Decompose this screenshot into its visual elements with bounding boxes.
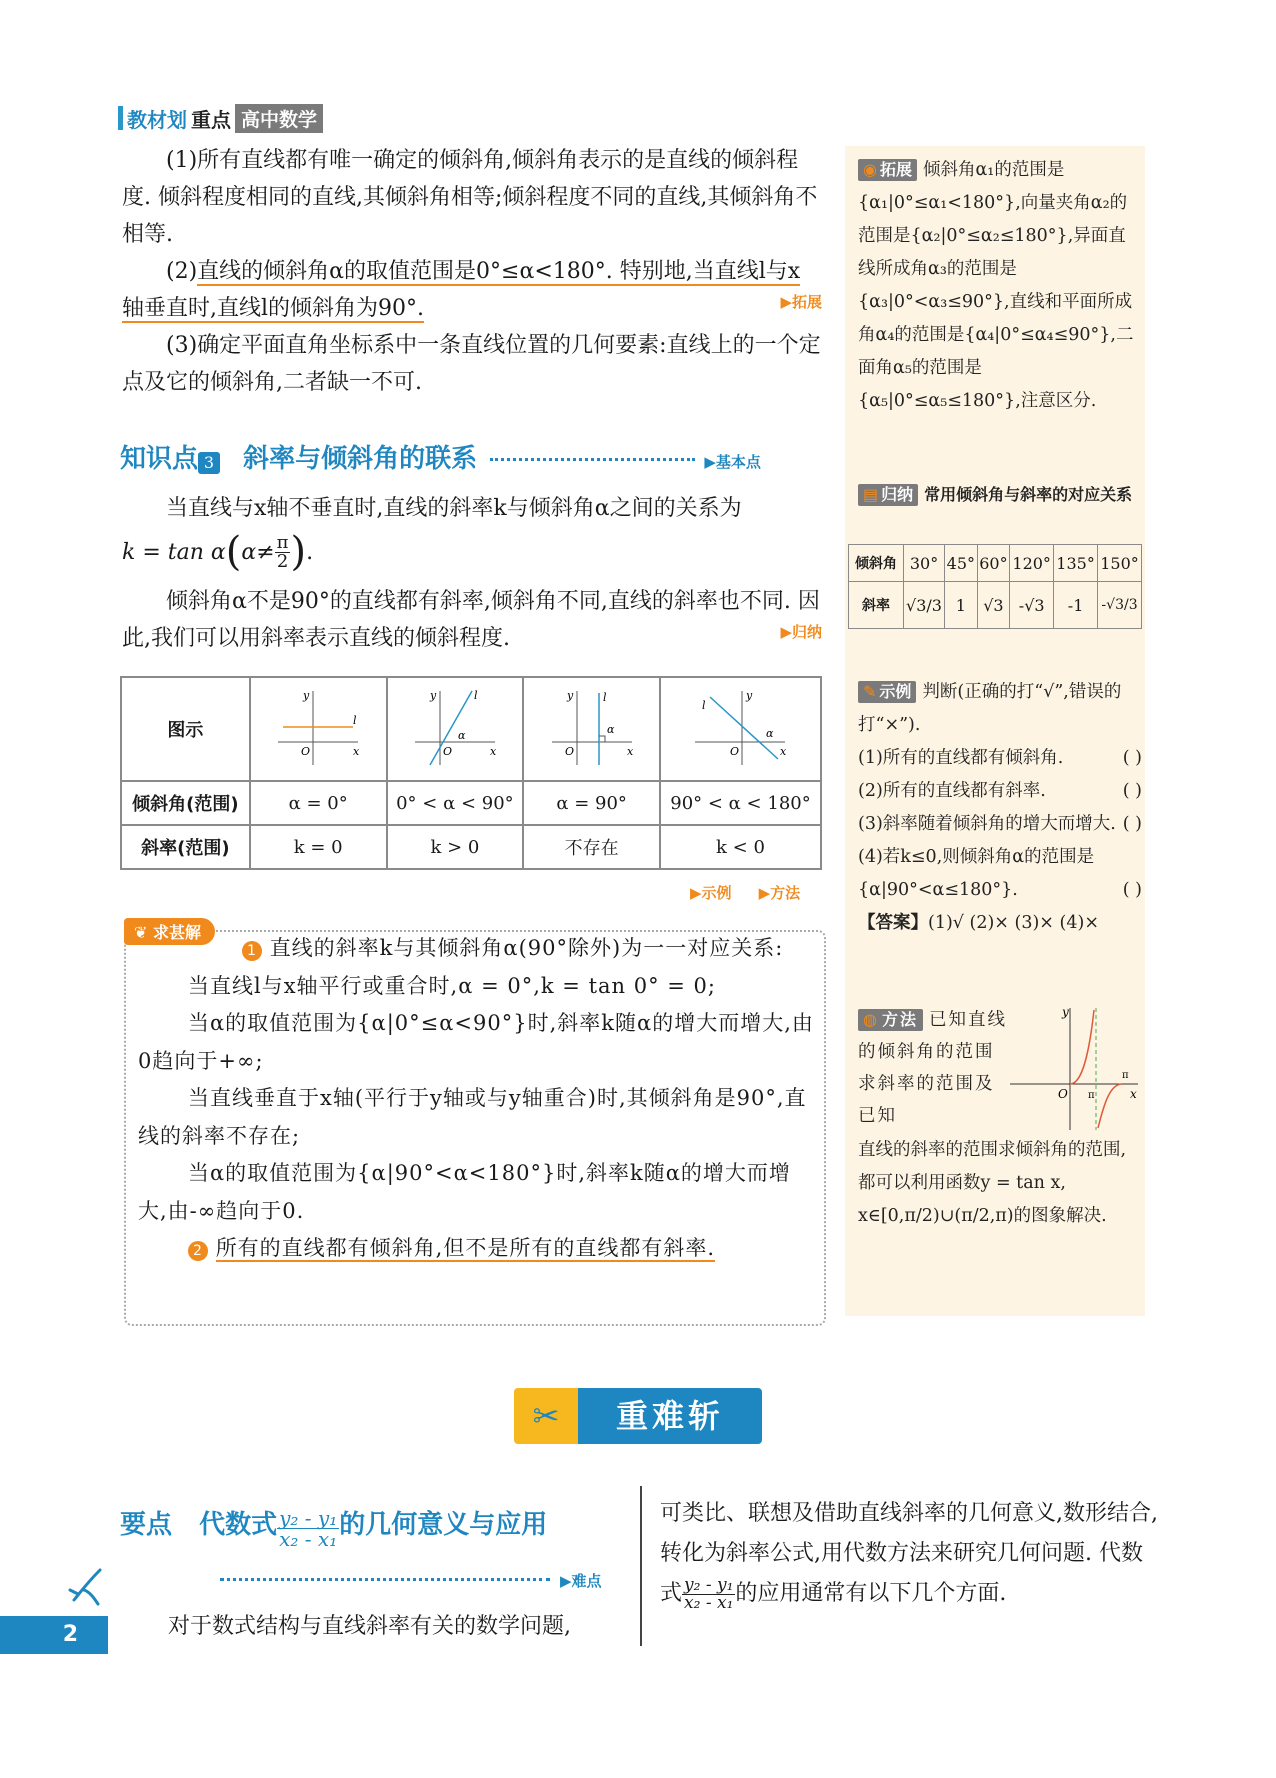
small-angle-cell: 135° (1054, 545, 1098, 582)
tan-x: x (1130, 1087, 1137, 1101)
keypoint-title-post: 的几何意义与应用 (339, 1510, 548, 1540)
angle-row (121, 781, 821, 825)
tan-origin: O (1058, 1087, 1068, 1101)
knowledge-p2-text: 倾斜角α不是90°的直线都有斜率,倾斜角不同,直线的斜率也不同. 因此,我们可以用斜率表示直线的倾斜程度. (122, 589, 820, 651)
keypoint-title-pre: 代数式 (199, 1510, 278, 1540)
answer-blank: ( ) (1122, 781, 1142, 801)
common-angle-table (848, 544, 1142, 629)
explain-line-3: 当α的取值范围为{α|0°≤α<90°}时,斜率k随α的增大而增大,由0趋向于+∞; (138, 1011, 814, 1073)
axis-y-label: y (566, 688, 573, 702)
example-note (858, 676, 1142, 940)
axis-x-label: x (353, 744, 360, 758)
header-slope: 斜率(范围) (121, 825, 250, 869)
angle-cell: 90° < α < 180° (660, 781, 821, 825)
answer-blank: ( ) (1122, 880, 1142, 900)
brand-highlight: 重点 (191, 107, 231, 132)
inline-den: x₂ - x₁ (684, 1592, 734, 1613)
example-item-text: (3)斜率随着倾斜角的增大而增大. (858, 814, 1116, 834)
formula-paren-open: ( (225, 528, 242, 575)
formula-left: k = tan α (122, 539, 226, 565)
paragraph-3: (3)确定平面直角坐标系中一条直线位置的几何要素:直线上的一个定点及它的倾斜角,二者缺一不可. (122, 333, 821, 395)
example-item-text: (1)所有的直线都有倾斜角. (858, 748, 1064, 768)
small-angle-cell: 150° (1098, 545, 1142, 582)
slope-angle-table (120, 676, 822, 870)
angle-cell: α = 90° (523, 781, 660, 825)
keypoint-frac (277, 1508, 339, 1549)
example-item (858, 808, 1142, 841)
expand-label (858, 159, 917, 181)
header (118, 104, 323, 132)
diagram-horizontal (273, 687, 363, 767)
diagram-3 (660, 677, 821, 781)
formula-paren-close: ) (290, 528, 307, 575)
line-label: l (353, 713, 357, 727)
knowledge-prefix: 知识点 (120, 444, 199, 474)
small-angle-row (849, 545, 1142, 582)
keypoint-num: y₂ - y₁ (279, 1506, 338, 1530)
example-label (858, 681, 916, 703)
pencil-icon: ✎ (863, 682, 877, 701)
diagram-1 (387, 677, 524, 781)
diagram-vertical (547, 687, 637, 767)
answer-label: 【答案】 (858, 913, 928, 933)
small-angle-cell: 60° (977, 545, 1010, 582)
tan-y: y (1062, 1005, 1069, 1019)
section-banner (514, 1388, 762, 1444)
knowledge-title: 斜率与倾斜角的联系 (243, 444, 478, 474)
paragraph-2-num: (2) (166, 259, 198, 284)
method-note-cont (858, 1134, 1140, 1233)
answer-blank: ( ) (1122, 814, 1142, 834)
small-angle-cell: 30° (904, 545, 945, 582)
small-slope-cell: 1 (945, 582, 978, 629)
explain-line-2: 当直线l与x轴平行或重合时,α = 0°,k = tan 0° = 0; (188, 973, 716, 998)
example-label-text: 示例 (879, 682, 912, 701)
explain-line-6 (138, 1230, 814, 1268)
basic-tag[interactable]: ▶基本点 (704, 453, 761, 471)
tan-pi: π (1122, 1070, 1129, 1081)
example-item (858, 841, 1142, 907)
expand-text: 倾斜角α₁的范围是{α₁|0°≤α₁<180°},向量夹角α₂的范围是{α₂|0°≤α₂≤180°},异面直线所成角α₃的范围是{α₃|0°<α₃≤90°},直线和平面所成角α₄的范围是{α₄|0°≤α₄≤90°},二面角α₅的范围是{α₅|0°≤α₅≤180°},注意区分. (858, 160, 1134, 411)
expand-tag[interactable]: ▶拓展 (780, 293, 822, 311)
knowledge-formula: k = tan α ( α≠ $\frac{\pi}{2}$ ) . (122, 528, 314, 575)
diagram-acute (410, 687, 500, 767)
keypoint-right-2: 的应用通常有以下几个方面. (735, 1581, 1007, 1606)
small-header-angle: 倾斜角 (849, 545, 904, 582)
slope-row (121, 825, 821, 869)
axis-x-label: x (626, 744, 633, 758)
example-item-text: (2)所有的直线都有斜率. (858, 781, 1046, 801)
number-badge-2: 2 (188, 1241, 208, 1261)
brand-name: 教材划 (127, 107, 187, 132)
small-slope-cell: -√3/3 (1098, 582, 1142, 629)
alpha-label: α (766, 726, 774, 740)
line-label: l (473, 688, 478, 702)
method-label (858, 1009, 923, 1031)
page-number: 2 (0, 1616, 108, 1654)
header-bar (118, 106, 123, 130)
knowledge-heading (120, 438, 820, 475)
subject-label: 高中数学 (235, 104, 323, 133)
small-angle-cell: 45° (945, 545, 978, 582)
angle-cell: 0° < α < 90° (387, 781, 524, 825)
axis-y-label: y (303, 688, 310, 702)
example-question (858, 676, 1142, 742)
small-angle-cell: 120° (1010, 545, 1054, 582)
axis-y-label: y (746, 688, 753, 702)
example-q-text: 判断(正确的打“√”,错误的打“×”). (858, 682, 1122, 735)
axis-x-label: x (780, 744, 787, 758)
formula-pi: π (276, 531, 289, 553)
table-tags (690, 882, 800, 903)
tan-graph (1010, 1004, 1140, 1132)
small-slope-cell: √3 (977, 582, 1010, 629)
book-icon: ▤ (863, 485, 879, 504)
inline-num: y₂ - y₁ (684, 1574, 734, 1595)
diagram-0 (250, 677, 387, 781)
explain-line-5: 当α的取值范围为{α|90°<α<180°}时,斜率k随α的增大而增大,由-∞趋向于0. (138, 1161, 791, 1223)
explanation-label-text: 求甚解 (152, 923, 201, 942)
summary-label-text: 归纳 (881, 485, 914, 504)
method-text-2: 直线的斜率的范围求倾斜角的范围,都可以利用函数y = tan x, (858, 1140, 1127, 1193)
keypoint-heading (120, 1504, 620, 1549)
formula-frac (275, 531, 291, 572)
knowledge-number: 3 (198, 452, 220, 474)
alpha-label: α (457, 728, 466, 742)
origin-label: O (301, 744, 311, 758)
alpha-label: α (606, 722, 615, 736)
number-badge-1: 1 (242, 941, 262, 961)
angle-cell: α = 0° (250, 781, 387, 825)
small-slope-cell: √3/3 (904, 582, 945, 629)
line-label: l (702, 698, 707, 712)
answer-text: (1)√ (2)× (3)× (4)× (928, 913, 1099, 933)
small-slope-cell: -√3 (1010, 582, 1054, 629)
line-label: l (602, 690, 607, 704)
answer-blank: ( ) (1122, 748, 1142, 768)
explain-line-4: 当直线垂直于x轴(平行于y轴或与y轴重合)时,其倾斜角是90°,直线的斜率不存在; (138, 1086, 807, 1148)
slope-cell: k > 0 (387, 825, 524, 869)
example-item-text: (4)若k≤0,则倾斜角α的范围是{α|90°<α≤180°}. (858, 847, 1095, 900)
tools-icon: ✂ (514, 1388, 578, 1444)
origin-label: O (442, 744, 452, 758)
origin-label: O (730, 744, 740, 758)
method-text-1: 已知直线的倾斜角的范围求斜率的范围及已知 (858, 1010, 1007, 1126)
example-item (858, 742, 1142, 775)
paragraph-1: (1)所有直线都有唯一确定的倾斜角,倾斜角表示的是直线的倾斜程度. 倾斜程度相同的直线,其倾斜角相等;倾斜程度不同的直线,其倾斜角不相等. (122, 148, 818, 247)
paragraph-2-highlight: 直线的倾斜角α的取值范围是0°≤α<180°. 特别地,当直线l与x轴垂直时,直线l的倾斜角为90°. (122, 259, 801, 321)
slope-cell: 不存在 (523, 825, 660, 869)
explanation-text (138, 930, 814, 1268)
summary-note (858, 478, 1140, 512)
chat-icon: ◍ (863, 1010, 879, 1029)
answer-line (858, 907, 1142, 940)
paragraph-2 (122, 253, 822, 327)
column-divider (640, 1486, 642, 1646)
slope-cell: k < 0 (660, 825, 821, 869)
method-note (858, 1004, 1010, 1132)
diagram-obtuse (690, 687, 790, 767)
keypoint-leader (220, 1578, 550, 1581)
dotted-leader (490, 458, 695, 461)
method-tag[interactable]: ▶方法 (758, 884, 801, 902)
method-text-3: x∈[0,π/2)∪(π/2,π)的图象解决. (858, 1206, 1107, 1226)
keypoint-left-text: 对于数式结构与直线斜率有关的数学问题, (168, 1614, 571, 1639)
method-label-text: 方法 (881, 1010, 918, 1029)
keypoint-right-1: 可类比、联想及借助直线斜率的几何意义,数形结合,转化为斜率公式,用代数方法来研究几何问题. 代数式 (660, 1501, 1158, 1606)
knowledge-body (122, 490, 822, 657)
expand-label-text: 拓展 (879, 160, 912, 179)
formula-two: 2 (276, 550, 289, 572)
example-tag[interactable]: ▶示例 (690, 884, 732, 902)
summary-label (858, 484, 918, 506)
summary-title: 常用倾斜角与斜率的对应关系 (924, 485, 1133, 504)
body-section (122, 142, 822, 401)
knowledge-p1: 当直线与x轴不垂直时,直线的斜率k与倾斜角α之间的关系为 (166, 496, 742, 521)
keypoint-inline-frac (682, 1574, 735, 1613)
expand-note (858, 154, 1140, 418)
slope-cell: k = 0 (250, 825, 387, 869)
keypoint-label: 要点 (120, 1510, 173, 1540)
small-slope-cell: -1 (1054, 582, 1098, 629)
keypoint-right-text (660, 1494, 1160, 1614)
diagram-row (121, 677, 821, 781)
origin-label: O (564, 744, 574, 758)
example-item (858, 775, 1142, 808)
summary-tag[interactable]: ▶归纳 (780, 623, 822, 641)
explain-line-1 (138, 930, 814, 968)
expand-icon: ◉ (863, 160, 877, 179)
banner-title: 重难斩 (578, 1388, 762, 1444)
formula-cond: α≠ (241, 539, 275, 565)
tan-pi-half: π (1088, 1090, 1095, 1101)
bird-icon (64, 1560, 114, 1610)
leaf-icon: ❦ (134, 923, 153, 942)
small-header-slope: 斜率 (849, 582, 904, 629)
small-slope-row (849, 582, 1142, 629)
diagram-2 (523, 677, 660, 781)
knowledge-p2 (122, 583, 822, 657)
axis-x-label: x (489, 744, 497, 758)
explain-line-1-text: 直线的斜率k与其倾斜角α(90°除外)为一一对应关系: (269, 936, 784, 960)
difficult-tag[interactable]: ▶难点 (560, 1572, 602, 1590)
axis-y-label: y (429, 688, 437, 702)
header-angle: 倾斜角(范围) (121, 781, 250, 825)
header-diagram: 图示 (121, 677, 250, 781)
keypoint-den: x₂ - x₁ (279, 1527, 338, 1551)
explain-line-6-text: 所有的直线都有倾斜角,但不是所有的直线都有斜率. (215, 1236, 716, 1260)
